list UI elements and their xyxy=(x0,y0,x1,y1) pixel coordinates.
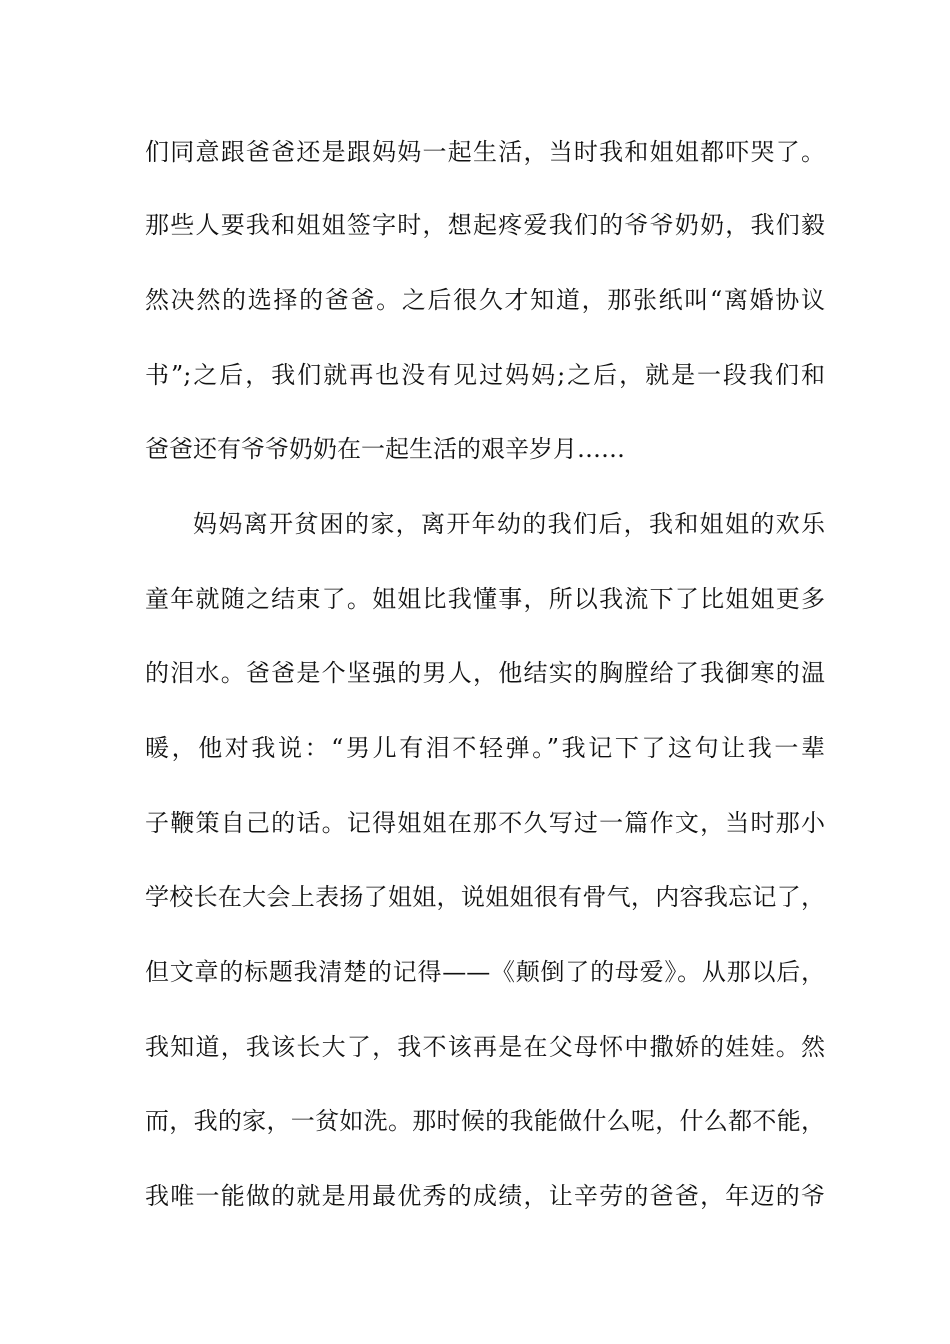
text-line: 暖，他对我说：“男儿有泪不轻弹。”我记下了这句让我一辈 xyxy=(145,734,825,762)
text-line: 而，我的家，一贫如洗。那时候的我能做什么呢，什么都不能， xyxy=(145,1107,825,1135)
text-line: 但文章的标题我清楚的记得——《颠倒了的母爱》。从那以后， xyxy=(145,958,825,986)
text-line: 学校长在大会上表扬了姐姐，说姐姐很有骨气，内容我忘记了， xyxy=(145,883,825,911)
text-line-indented: 妈妈离开贫困的家，离开年幼的我们后，我和姐姐的欢乐 xyxy=(193,510,825,538)
text-line: 然决然的选择的爸爸。之后很久才知道，那张纸叫“离婚协议 xyxy=(145,286,825,314)
text-line: 那些人要我和姐姐签字时，想起疼爱我们的爷爷奶奶，我们毅 xyxy=(145,211,825,239)
text-line: 爸爸还有爷爷奶奶在一起生活的艰辛岁月…… xyxy=(145,435,625,463)
text-line: 童年就随之结束了。姐姐比我懂事，所以我流下了比姐姐更多 xyxy=(145,585,825,613)
text-line: 们同意跟爸爸还是跟妈妈一起生活，当时我和姐姐都吓哭了。 xyxy=(145,138,825,166)
text-line: 书”;之后，我们就再也没有见过妈妈;之后，就是一段我们和 xyxy=(145,361,825,389)
text-line: 我唯一能做的就是用最优秀的成绩，让辛劳的爸爸，年迈的爷 xyxy=(145,1182,825,1210)
text-line: 子鞭策自己的话。记得姐姐在那不久写过一篇作文，当时那小 xyxy=(145,809,825,837)
text-line: 我知道，我该长大了，我不该再是在父母怀中撒娇的娃娃。然 xyxy=(145,1033,825,1061)
text-line: 的泪水。爸爸是个坚强的男人，他结实的胸膛给了我御寒的温 xyxy=(145,659,825,687)
